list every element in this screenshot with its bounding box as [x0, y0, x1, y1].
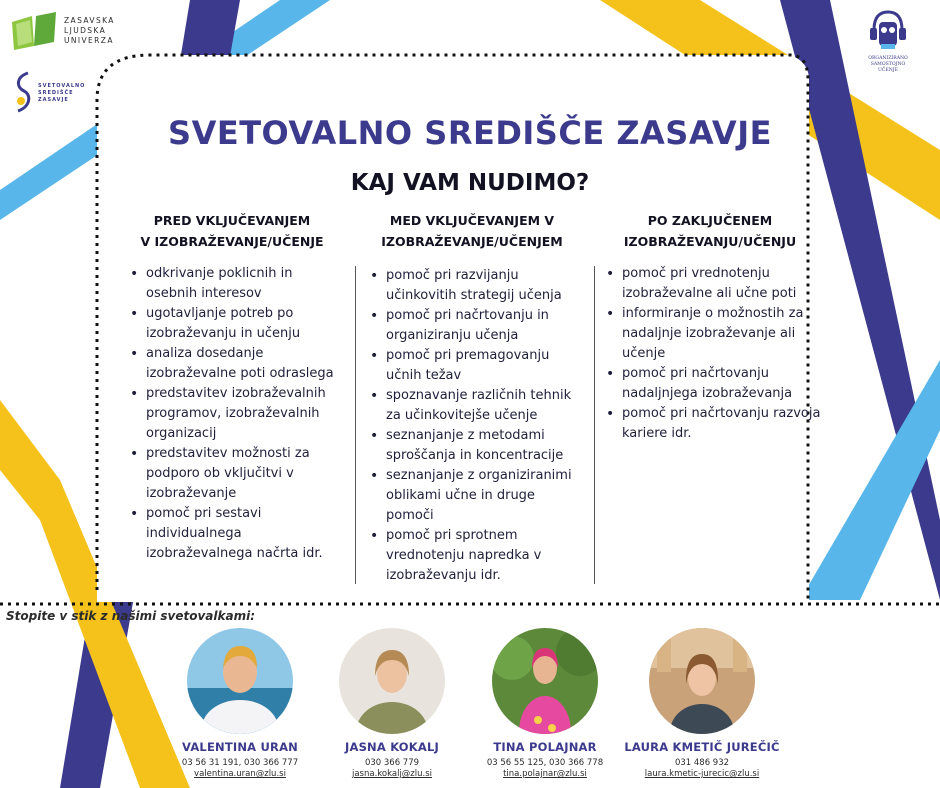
- ss-line-1: SVETOVALNO: [38, 82, 86, 89]
- service-list: [124, 264, 339, 564]
- ss-line-3: ZASAVJE: [38, 96, 69, 103]
- column-before: [112, 210, 352, 561]
- person-card: [155, 628, 325, 779]
- list-item: • predstavitev možnosti za podporo ob vključitvi v izobraževanje: [124, 444, 339, 504]
- contact-heading: Stopite v stik z našimi svetovalkami:: [6, 609, 255, 623]
- person-phone: 031 486 932: [674, 758, 730, 768]
- list-item: • pomoč pri sprotnem vrednotenju napredka v izobraževanju idr.: [364, 526, 586, 586]
- heading-line: PRED VKLJUČEVANJEM: [153, 213, 311, 228]
- list-item: • pomoč pri razvijanju učinkovitih strategij učenja: [364, 266, 586, 306]
- list-item: • ugotavljanje potreb po izobraževanju in učenju: [124, 304, 339, 344]
- ss-line-2: SREDIŠČE: [38, 89, 74, 96]
- list-item: • pomoč pri načrtovanju in organiziranju učenja: [364, 306, 586, 346]
- service-list: [364, 266, 586, 586]
- list-item: • odkrivanje poklicnih in osebnih interesov: [124, 264, 339, 304]
- person-email-link[interactable]: jasna.kokalj@zlu.si: [351, 769, 433, 779]
- list-item: • pomoč pri premagovanju učnih težav: [364, 346, 586, 386]
- person-email-link[interactable]: valentina.uran@zlu.si: [194, 769, 286, 779]
- headphones-owl-icon: [868, 8, 908, 52]
- list-item: • analiza dosedanje izobraževalne poti odraslega: [124, 344, 339, 384]
- list-item: • informiranje o možnostih za nadaljnje izobraževanje ali učenje: [600, 304, 822, 364]
- person-name: LAURA KMETIČ JUREČIČ: [624, 740, 780, 754]
- column-heading: [112, 210, 352, 252]
- column-divider: [355, 266, 356, 584]
- person-name: VALENTINA URAN: [182, 740, 298, 754]
- column-during: [352, 210, 592, 583]
- list-item: • seznanjanje z organiziranimi oblikami učne in druge pomoči: [364, 466, 586, 526]
- osu-line-2: SAMOSTOJNO: [870, 62, 906, 67]
- person-card: [307, 628, 477, 779]
- zlu-line-3: UNIVERZA: [64, 36, 114, 45]
- person-name: TINA POLAJNAR: [493, 740, 597, 754]
- page-title: SVETOVALNO SREDIŠČE ZASAVJE: [168, 114, 772, 152]
- person-name: JASNA KOKALJ: [345, 740, 439, 754]
- heading-line: IZOBRAŽEVANJE/UČENJEM: [381, 234, 563, 249]
- page-subtitle: KAJ VAM NUDIMO?: [350, 170, 590, 196]
- osu-line-3: UČENJE: [878, 68, 898, 73]
- service-list: [600, 264, 822, 444]
- person-phone: 03 56 31 191, 030 366 777: [181, 758, 299, 768]
- avatar: [187, 628, 293, 734]
- avatar: [649, 628, 755, 734]
- list-item: • seznanjanje z metodami sproščanja in koncentracije: [364, 426, 586, 466]
- zlu-line-1: ZASAVSKA: [64, 16, 115, 25]
- list-item: • pomoč pri načrtovanju nadaljnjega izobraževanja: [600, 364, 822, 404]
- s-swirl-icon: [12, 71, 34, 115]
- avatar: [492, 628, 598, 734]
- heading-line: V IZOBRAŽEVANJE/UČENJE: [140, 234, 324, 249]
- person-card: [617, 628, 787, 779]
- person-email-link[interactable]: tina.polajnar@zlu.si: [503, 769, 587, 779]
- osu-line-1: ORGANIZIRANO: [868, 56, 908, 61]
- list-item: • pomoč pri načrtovanju razvoja kariere idr.: [600, 404, 822, 444]
- person-phone: 03 56 55 125, 030 366 778: [486, 758, 604, 768]
- column-heading: [352, 210, 592, 252]
- column-divider: [594, 266, 595, 584]
- person-card: [460, 628, 630, 779]
- svetovalno-sredisce-logo: [12, 68, 92, 118]
- person-email-link[interactable]: laura.kmetic-jurecic@zlu.si: [644, 769, 760, 779]
- list-item: • predstavitev izobraževalnih programov, izobraževalnih organizacij: [124, 384, 339, 444]
- book-icon: [10, 10, 58, 52]
- person-phone: 030 366 779: [364, 758, 420, 768]
- list-item: • pomoč pri sestavi individualnega izobraževalnega načrta idr.: [124, 504, 339, 564]
- list-item: • pomoč pri vrednotenju izobraževalne ali učne poti: [600, 264, 822, 304]
- heading-line: IZOBRAŽEVANJU/UČENJU: [623, 234, 797, 249]
- heading-line: PO ZAKLJUČENEM: [647, 213, 773, 228]
- column-after: [594, 210, 826, 441]
- column-heading: [594, 210, 826, 252]
- zlu-logo: [10, 8, 120, 54]
- avatar: [339, 628, 445, 734]
- osu-logo: [856, 8, 920, 80]
- zlu-line-2: LJUDSKA: [64, 26, 107, 35]
- heading-line: MED VKLJUČEVANJEM V: [389, 213, 555, 228]
- list-item: • spoznavanje različnih tehnik za učinkovitejše učenje: [364, 386, 586, 426]
